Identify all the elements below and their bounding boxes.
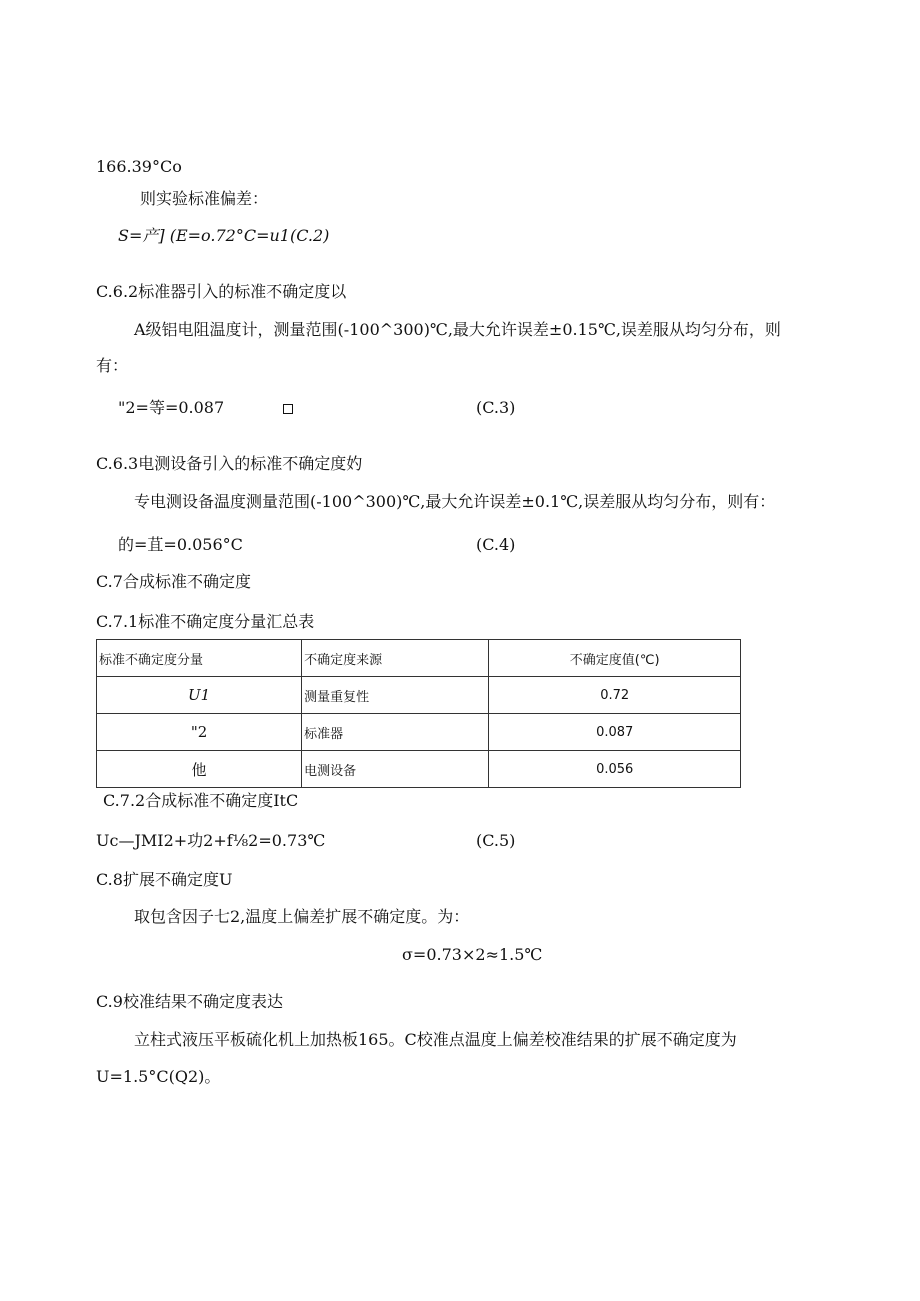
paragraph-c62: A级铝电阻温度计，测量范围(-100^300)℃,最大允许误差±0.15℃,误差服从均匀分布，则 xyxy=(134,320,781,339)
table-row xyxy=(97,751,741,788)
table-cell: 标准器 xyxy=(302,714,489,751)
heading-c63: C.6.3电测设备引入的标准不确定度妁 xyxy=(96,454,363,473)
heading-c62: C.6.2标准器引入的标准不确定度以 xyxy=(96,282,347,301)
table-cell: U1 xyxy=(97,677,302,714)
heading-c7: C.7合成标准不确定度 xyxy=(96,572,251,591)
paragraph-intro: 则实验标准偏差： xyxy=(140,189,269,208)
table-cell: "2 xyxy=(97,714,302,751)
paragraph-c8: 取包含因子七2,温度上偏差扩展不确定度。为： xyxy=(134,907,470,926)
table-cell: 电测设备 xyxy=(302,751,489,788)
equation-number-c3: (C.3) xyxy=(476,398,516,417)
table-cell: 0.72 xyxy=(489,677,741,714)
square-icon xyxy=(283,404,293,414)
paragraph-c63: 专电测设备温度测量范围(-100^300)℃,最大允许误差±0.1℃,误差服从均匀分布，则有： xyxy=(134,492,776,511)
paragraph-c62-cont: 有： xyxy=(96,356,129,375)
equation-sigma: σ=0.73×2≈1.5℃ xyxy=(402,945,543,964)
heading-c72: C.7.2合成标准不确定度ItC xyxy=(103,791,299,810)
equation-c5: Uc—JMI2+功2+f⅛2=0.73℃ xyxy=(96,831,326,850)
table-cell: 0.087 xyxy=(489,714,741,751)
equation-c3: "2=等=0.087 xyxy=(118,398,225,417)
table-header-row xyxy=(97,640,741,677)
paragraph-c9-cont: U=1.5°C(Q2)。 xyxy=(96,1067,221,1086)
heading-c8: C.8扩展不确定度U xyxy=(96,870,233,889)
equation-number-c4: (C.4) xyxy=(476,535,516,554)
heading-c71: C.7.1标准不确定度分量汇总表 xyxy=(96,612,315,631)
equation-c2: S=产] (E=o.72°C=u1(C.2) xyxy=(118,226,330,245)
table-header-cell: 不确定度来源 xyxy=(302,640,489,677)
heading-c9: C.9校准结果不确定度表达 xyxy=(96,992,283,1011)
uncertainty-summary-table xyxy=(96,639,741,788)
table-row xyxy=(97,714,741,751)
equation-number-c5: (C.5) xyxy=(476,831,516,850)
table-cell: 他 xyxy=(97,751,302,788)
value-line: 166.39°Co xyxy=(96,157,182,176)
table-header-cell: 标准不确定度分量 xyxy=(97,640,302,677)
paragraph-c9: 立柱式液压平板硫化机上加热板165。C校准点温度上偏差校准结果的扩展不确定度为 xyxy=(134,1030,737,1049)
table-cell: 测量重复性 xyxy=(302,677,489,714)
table-row xyxy=(97,677,741,714)
table-header-cell: 不确定度值(℃) xyxy=(489,640,741,677)
equation-c4: 的=苴=0.056°C xyxy=(118,535,243,554)
table-cell: 0.056 xyxy=(489,751,741,788)
